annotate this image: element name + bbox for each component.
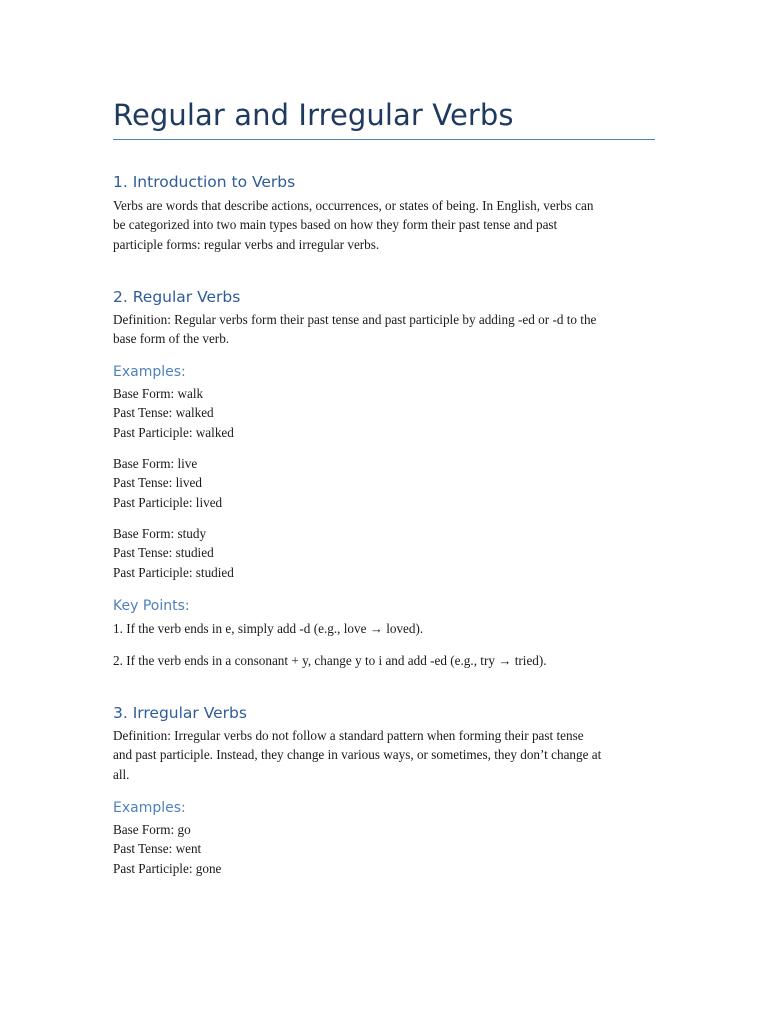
text-line: 1. If the verb ends in e, simply add -d (e.g., love → loved).	[113, 621, 424, 636]
key-points-heading: Key Points:	[113, 598, 190, 614]
example-base-form: Base Form: go	[113, 822, 191, 837]
example-past-participle: Past Participle: gone	[113, 860, 222, 876]
text-line: Definition: Regular verbs form their past tense and past participle by adding -ed or -d to the	[113, 312, 597, 327]
key-point-2	[113, 651, 658, 670]
example-past-participle: Past Participle: walked	[113, 424, 234, 440]
irregular-verbs-definition	[113, 726, 658, 784]
example-past-tense: Past Tense: lived	[113, 475, 202, 491]
example-past-tense: Past Tense: studied	[113, 545, 214, 561]
text-line: Definition: Irregular verbs do not follow a standard pattern when forming their past tense	[113, 728, 584, 743]
regular-example-walk	[113, 384, 658, 442]
text-line: and past participle. Instead, they change in various ways, or sometimes, they don’t change at	[113, 747, 602, 763]
text-line: participle forms: regular verbs and irregular verbs.	[113, 236, 380, 252]
title-underline	[113, 139, 655, 140]
section-heading-irregular-verbs: 3. Irregular Verbs	[113, 704, 247, 722]
section-heading-introduction: 1. Introduction to Verbs	[113, 173, 296, 191]
example-base-form: Base Form: study	[113, 526, 207, 541]
text-line: base form of the verb.	[113, 331, 230, 347]
example-past-participle: Past Participle: lived	[113, 494, 223, 510]
irregular-examples-heading: Examples:	[113, 800, 186, 816]
regular-example-study	[113, 524, 658, 582]
document-title: Regular and Irregular Verbs	[113, 98, 514, 132]
text-line: be categorized into two main types based on how they form their past tense and past	[113, 217, 558, 233]
example-past-tense: Past Tense: walked	[113, 405, 214, 421]
example-past-participle: Past Participle: studied	[113, 564, 234, 580]
key-point-1	[113, 619, 658, 638]
example-base-form: Base Form: walk	[113, 386, 204, 401]
irregular-example-go	[113, 820, 658, 878]
example-past-tense: Past Tense: went	[113, 841, 202, 857]
regular-examples-heading: Examples:	[113, 364, 186, 380]
text-line: Verbs are words that describe actions, occurrences, or states of being. In English, verbs can	[113, 198, 594, 213]
regular-verbs-definition	[113, 310, 658, 349]
example-base-form: Base Form: live	[113, 456, 198, 471]
text-line: all.	[113, 766, 130, 782]
text-line: 2. If the verb ends in a consonant + y, change y to i and add -ed (e.g., try → tried).	[113, 653, 547, 668]
section-heading-regular-verbs: 2. Regular Verbs	[113, 288, 241, 306]
regular-example-live	[113, 454, 658, 512]
introduction-paragraph	[113, 196, 658, 254]
